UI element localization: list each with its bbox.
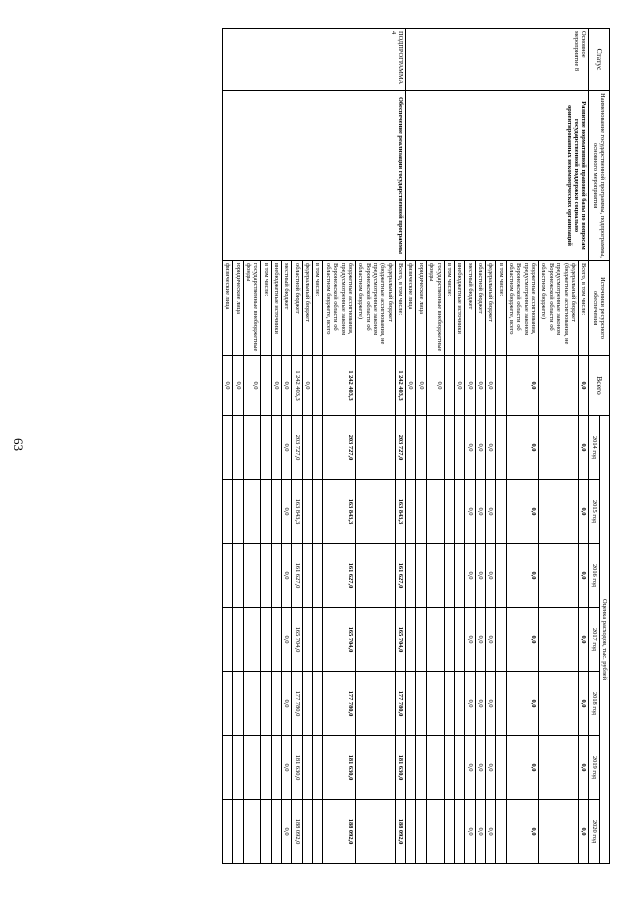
year-value-cell <box>243 480 261 544</box>
year-value-cell <box>222 800 232 864</box>
year-value-cell <box>243 416 261 480</box>
year-value-cell <box>261 736 271 800</box>
year-value-cell <box>454 544 464 608</box>
source-cell: областной бюджет <box>292 261 302 356</box>
total-cell: 0,0 <box>475 356 485 416</box>
year-value-cell <box>539 480 579 544</box>
year-value-cell <box>355 736 395 800</box>
year-value-cell: 0,0 <box>282 672 292 736</box>
year-value-cell <box>302 544 312 608</box>
source-cell: юридические лица <box>233 261 243 356</box>
year-value-cell <box>426 480 444 544</box>
header-year: 2019 год <box>589 736 599 800</box>
year-value-cell <box>539 800 579 864</box>
year-value-cell: 0,0 <box>282 736 292 800</box>
year-value-cell <box>222 544 232 608</box>
total-cell <box>313 356 323 416</box>
total-cell: 0,0 <box>302 356 312 416</box>
year-value-cell <box>302 416 312 480</box>
year-value-cell: 181 630,0 <box>323 736 355 800</box>
year-value-cell <box>313 800 323 864</box>
year-value-cell: 0,0 <box>485 416 495 480</box>
year-value-cell: 0,0 <box>578 544 588 608</box>
source-cell: физические лица <box>222 261 232 356</box>
year-value-cell <box>496 608 506 672</box>
source-cell: местный бюджет <box>465 261 475 356</box>
source-cell: бюджетные ассигнования, предусмотренные законом Воронежской области об областном бюджете, всего <box>323 261 355 356</box>
year-value-cell <box>313 544 323 608</box>
total-cell: 0,0 <box>426 356 444 416</box>
year-value-cell: 0,0 <box>475 544 485 608</box>
year-value-cell: 203 727,0 <box>292 416 302 480</box>
budget-table <box>222 28 610 864</box>
header-source: Источники ресурсного обеспечения <box>589 261 610 356</box>
year-value-cell: 0,0 <box>506 736 538 800</box>
year-value-cell: 0,0 <box>282 800 292 864</box>
year-value-cell <box>243 672 261 736</box>
year-value-cell: 0,0 <box>282 544 292 608</box>
source-cell: государственные внебюджетные фонды <box>426 261 444 356</box>
year-value-cell: 0,0 <box>282 480 292 544</box>
source-cell: в том числе: <box>313 261 323 356</box>
total-cell: 1 242 403,3 <box>292 356 302 416</box>
year-value-cell: 0,0 <box>475 480 485 544</box>
year-value-cell <box>271 416 281 480</box>
year-value-cell <box>444 480 454 544</box>
year-value-cell <box>539 736 579 800</box>
total-cell <box>496 356 506 416</box>
year-value-cell <box>426 672 444 736</box>
year-value-cell <box>222 608 232 672</box>
year-value-cell <box>416 608 426 672</box>
year-value-cell: 0,0 <box>475 736 485 800</box>
total-cell: 0,0 <box>485 356 495 416</box>
year-value-cell: 0,0 <box>485 672 495 736</box>
year-value-cell <box>496 480 506 544</box>
year-value-cell <box>261 672 271 736</box>
status-cell: Основное мероприятие 8 <box>406 29 589 91</box>
year-value-cell <box>261 480 271 544</box>
year-value-cell <box>313 672 323 736</box>
header-total: Всего <box>589 356 610 416</box>
year-value-cell: 0,0 <box>578 736 588 800</box>
year-value-cell: 0,0 <box>578 416 588 480</box>
year-value-cell: 181 630,0 <box>395 736 405 800</box>
status-cell: ПОДПРОГРАММА 4 <box>222 29 405 91</box>
year-value-cell: 161 627,0 <box>323 544 355 608</box>
source-cell: федеральный бюджет <box>302 261 312 356</box>
year-value-cell <box>539 608 579 672</box>
year-value-cell <box>406 672 416 736</box>
total-cell: 0,0 <box>243 356 261 416</box>
year-value-cell <box>416 736 426 800</box>
year-value-cell <box>355 672 395 736</box>
total-cell: 0,0 <box>233 356 243 416</box>
year-value-cell <box>444 800 454 864</box>
year-value-cell: 203 727,0 <box>395 416 405 480</box>
year-value-cell <box>233 416 243 480</box>
year-value-cell <box>496 544 506 608</box>
year-value-cell: 0,0 <box>485 736 495 800</box>
year-value-cell: 188 092,0 <box>323 800 355 864</box>
year-value-cell <box>233 480 243 544</box>
total-cell: 0,0 <box>465 356 475 416</box>
year-value-cell <box>261 416 271 480</box>
year-value-cell <box>454 672 464 736</box>
source-cell: федеральный бюджет (бюджетные ассигнования, не предусмотренные законом Воронежской области об областном бюджете) <box>539 261 579 356</box>
year-value-cell: 0,0 <box>485 800 495 864</box>
year-value-cell <box>271 672 281 736</box>
year-value-cell: 0,0 <box>465 800 475 864</box>
year-value-cell <box>243 736 261 800</box>
header-year: 2020 год <box>589 800 599 864</box>
source-cell: бюджетные ассигнования, предусмотренные законом Воронежской области об областном бюджете, всего <box>506 261 538 356</box>
source-cell: Всего, в том числе: <box>395 261 405 356</box>
total-cell: 0,0 <box>406 356 416 416</box>
year-value-cell: 161 627,0 <box>292 544 302 608</box>
year-value-cell <box>222 736 232 800</box>
year-value-cell: 0,0 <box>506 480 538 544</box>
year-value-cell <box>355 480 395 544</box>
year-value-cell: 0,0 <box>506 800 538 864</box>
budget-table-sheet <box>62 28 610 863</box>
year-value-cell: 0,0 <box>465 544 475 608</box>
year-value-cell: 165 704,0 <box>292 608 302 672</box>
year-value-cell <box>539 672 579 736</box>
year-value-cell <box>271 480 281 544</box>
year-value-cell: 0,0 <box>506 608 538 672</box>
year-value-cell: 177 780,0 <box>323 672 355 736</box>
year-value-cell: 163 843,3 <box>395 480 405 544</box>
year-value-cell: 0,0 <box>465 416 475 480</box>
year-value-cell <box>444 544 454 608</box>
year-value-cell <box>233 544 243 608</box>
header-year: 2018 год <box>589 672 599 736</box>
year-value-cell <box>222 672 232 736</box>
year-value-cell: 203 727,0 <box>323 416 355 480</box>
year-value-cell <box>496 736 506 800</box>
year-value-cell <box>261 800 271 864</box>
year-value-cell <box>233 608 243 672</box>
year-value-cell <box>302 480 312 544</box>
source-cell: физические лица <box>406 261 416 356</box>
year-value-cell: 165 704,0 <box>323 608 355 672</box>
year-value-cell: 0,0 <box>475 416 485 480</box>
source-cell: федеральный бюджет (бюджетные ассигнования, не предусмотренные законом Воронежской области об областном бюджете) <box>355 261 395 356</box>
source-cell: юридические лица <box>416 261 426 356</box>
year-value-cell <box>271 608 281 672</box>
header-estimate: Оценка расходов, тыс. рублей <box>599 416 609 864</box>
header-name: Наименование государственной программы, подпрограммы, основного мероприятия <box>589 91 610 261</box>
year-value-cell: 0,0 <box>465 672 475 736</box>
year-value-cell: 177 780,0 <box>395 672 405 736</box>
year-value-cell: 0,0 <box>506 416 538 480</box>
year-value-cell: 0,0 <box>578 608 588 672</box>
year-value-cell: 0,0 <box>578 800 588 864</box>
total-cell: 0,0 <box>271 356 281 416</box>
year-value-cell <box>261 544 271 608</box>
total-cell: 0,0 <box>282 356 292 416</box>
header-year: 2015 год <box>589 480 599 544</box>
year-value-cell <box>454 608 464 672</box>
year-value-cell <box>355 608 395 672</box>
year-value-cell <box>271 544 281 608</box>
year-value-cell <box>444 736 454 800</box>
year-value-cell: 0,0 <box>485 608 495 672</box>
table-row <box>578 29 588 864</box>
program-name-cell: Развитие нормативной правовой базы по вопросам государственной поддержки социально ориентированных некоммерческих организаций <box>406 91 589 261</box>
year-value-cell: 188 092,0 <box>395 800 405 864</box>
year-value-cell: 0,0 <box>578 480 588 544</box>
total-cell <box>261 356 271 416</box>
year-value-cell <box>454 480 464 544</box>
year-value-cell <box>243 608 261 672</box>
year-value-cell <box>426 800 444 864</box>
year-value-cell: 188 092,0 <box>292 800 302 864</box>
year-value-cell <box>271 736 281 800</box>
year-value-cell <box>233 736 243 800</box>
year-value-cell: 0,0 <box>465 608 475 672</box>
total-cell <box>355 356 395 416</box>
year-value-cell <box>406 416 416 480</box>
year-value-cell: 0,0 <box>506 544 538 608</box>
year-value-cell <box>406 544 416 608</box>
year-value-cell: 0,0 <box>465 736 475 800</box>
year-value-cell <box>302 672 312 736</box>
year-value-cell <box>416 800 426 864</box>
year-value-cell <box>243 800 261 864</box>
source-cell: внебюджетные источники <box>454 261 464 356</box>
source-cell: в том числе: <box>496 261 506 356</box>
year-value-cell <box>406 800 416 864</box>
year-value-cell <box>313 416 323 480</box>
year-value-cell <box>416 672 426 736</box>
year-value-cell <box>313 608 323 672</box>
year-value-cell <box>271 800 281 864</box>
source-cell: государственные внебюджетные фонды <box>243 261 261 356</box>
year-value-cell <box>426 608 444 672</box>
year-value-cell <box>355 544 395 608</box>
year-value-cell <box>426 736 444 800</box>
year-value-cell <box>416 416 426 480</box>
year-value-cell <box>454 416 464 480</box>
year-value-cell <box>426 416 444 480</box>
total-cell <box>444 356 454 416</box>
year-value-cell <box>243 544 261 608</box>
year-value-cell <box>233 800 243 864</box>
source-cell: в том числе: <box>261 261 271 356</box>
year-value-cell <box>454 800 464 864</box>
header-year: 2016 год <box>589 544 599 608</box>
table-row <box>395 29 405 864</box>
year-value-cell <box>406 480 416 544</box>
year-value-cell <box>444 608 454 672</box>
year-value-cell: 0,0 <box>485 544 495 608</box>
year-value-cell <box>454 736 464 800</box>
total-cell: 1 242 403,3 <box>323 356 355 416</box>
source-cell: областной бюджет <box>475 261 485 356</box>
year-value-cell: 165 704,0 <box>395 608 405 672</box>
year-value-cell: 177 780,0 <box>292 672 302 736</box>
year-value-cell: 163 843,3 <box>323 480 355 544</box>
total-cell: 0,0 <box>578 356 588 416</box>
total-cell: 0,0 <box>454 356 464 416</box>
year-value-cell: 163 843,3 <box>292 480 302 544</box>
header-year: 2014 год <box>589 416 599 480</box>
year-value-cell <box>222 416 232 480</box>
year-value-cell: 0,0 <box>578 672 588 736</box>
year-value-cell: 0,0 <box>282 608 292 672</box>
source-cell: Всего, в том числе: <box>578 261 588 356</box>
year-value-cell <box>313 736 323 800</box>
header-status: Статус <box>589 29 610 91</box>
year-value-cell <box>416 480 426 544</box>
source-cell: местный бюджет <box>282 261 292 356</box>
year-value-cell <box>302 608 312 672</box>
total-cell: 1 242 403,3 <box>395 356 405 416</box>
source-cell: в том числе: <box>444 261 454 356</box>
year-value-cell: 181 630,0 <box>292 736 302 800</box>
year-value-cell <box>539 416 579 480</box>
source-cell: федеральный бюджет <box>485 261 495 356</box>
year-value-cell <box>539 544 579 608</box>
year-value-cell <box>406 608 416 672</box>
year-value-cell: 0,0 <box>506 672 538 736</box>
year-value-cell: 0,0 <box>475 800 485 864</box>
total-cell: 0,0 <box>222 356 232 416</box>
total-cell: 0,0 <box>506 356 538 416</box>
page-number: 63 <box>11 438 26 451</box>
year-value-cell: 0,0 <box>282 416 292 480</box>
year-value-cell <box>355 800 395 864</box>
header-year: 2017 год <box>589 608 599 672</box>
total-cell: 0,0 <box>416 356 426 416</box>
year-value-cell: 161 627,0 <box>395 544 405 608</box>
program-name-cell: Обеспечение реализации государственной программы <box>222 91 405 261</box>
year-value-cell <box>416 544 426 608</box>
year-value-cell <box>261 608 271 672</box>
year-value-cell: 0,0 <box>485 480 495 544</box>
year-value-cell <box>233 672 243 736</box>
year-value-cell <box>313 480 323 544</box>
year-value-cell <box>444 672 454 736</box>
total-cell <box>539 356 579 416</box>
year-value-cell <box>302 736 312 800</box>
year-value-cell <box>496 416 506 480</box>
year-value-cell <box>302 800 312 864</box>
year-value-cell <box>355 416 395 480</box>
year-value-cell: 0,0 <box>465 480 475 544</box>
year-value-cell <box>426 544 444 608</box>
year-value-cell: 0,0 <box>475 672 485 736</box>
source-cell: внебюджетные источники <box>271 261 281 356</box>
year-value-cell <box>222 480 232 544</box>
year-value-cell: 0,0 <box>475 608 485 672</box>
year-value-cell <box>496 800 506 864</box>
year-value-cell <box>406 736 416 800</box>
year-value-cell <box>496 672 506 736</box>
year-value-cell <box>444 416 454 480</box>
